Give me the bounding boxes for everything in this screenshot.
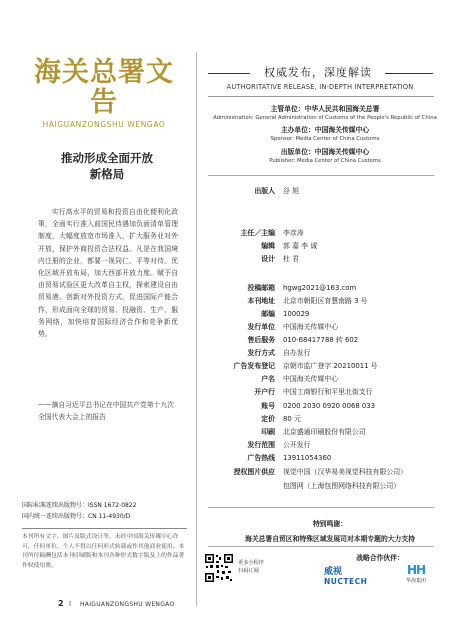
qr-caption-line2: 扫码订阅 [238, 567, 259, 574]
detail-value: 包图网（上海包图网络科技有限公司） [283, 482, 401, 490]
divider [208, 507, 434, 508]
lead-title-line1: 推动形成全面开放 [61, 151, 153, 165]
staff-value: 李彦涛 [283, 229, 304, 237]
detail-value: hgwg2021@163.com [283, 284, 357, 292]
footer-magazine-name: HAIGUANZONGSHU WENGAO [80, 601, 175, 608]
detail-value: 中国工商银行和平里北街支行 [283, 388, 373, 396]
logo-title-en: HAIGUANZONGSHU WENGAO [42, 120, 166, 129]
detail-key: 广告热线 [247, 454, 275, 462]
header-title-cn: 权威发布，深度解读 [264, 66, 372, 79]
detail-key: 定价 [261, 415, 275, 423]
qr-code-icon[interactable] [204, 553, 234, 583]
detail-key: 户名 [261, 375, 275, 383]
detail-value: 自办发行 [283, 349, 311, 357]
huahai-logo [396, 563, 436, 584]
lead-title [38, 150, 176, 182]
detail-key: 印刷 [261, 428, 275, 436]
qr-caption-line1: 更多小程序 [238, 560, 264, 566]
supervisor-cn: 主管单位：中华人民共和国海关总署 [270, 105, 380, 113]
detail-value: 100029 [283, 310, 310, 318]
publisher-en: Publisher: Media Center of China Customs [269, 158, 381, 164]
page-number: 2 [58, 599, 64, 608]
detail-value: 京朝市监广登字 20210011 号 [283, 362, 378, 370]
quote-text: 实行高水平的贸易和投资自由化便利化政策，全面实行准入前国民待遇加负面清单管理制度，大幅度放宽市场准入，扩大服务业对外开放，保护外商投资合法权益。凡是在我国境内注册的企业，都要一视同仁、平等对待。优化区域开放布局，加大西部开放力度。赋予自由贸易试验区更大改革自主权，探索建设自由贸易港。创新对外投资方式，促进国际产能合作，形成面向全球的贸易、投融资、生产、服务网络，加快培育国际经济合作和竞争新优势。 [38, 208, 178, 339]
detail-key: 发行方式 [247, 349, 275, 357]
divider [208, 175, 434, 176]
divider [208, 546, 434, 547]
detail-value: 中国海关传媒中心 [283, 375, 339, 383]
detail-value: 视觉中国（汉华易美视觉科技有限公司） [283, 468, 408, 476]
staff-key: 出版人 [254, 187, 275, 195]
footer-separator: I [69, 600, 72, 608]
huahai-logo-cn: 华海集团 [405, 578, 426, 584]
detail-value: 中国海关传媒中心 [283, 323, 339, 331]
copyright-notice: 本刊所有文字、图片及版式设计等，未经中国海关传媒中心许可，任何单位、个人不得以任何形式转载或作其他商业使用。本刊所付稿酬包括本刊印刷版和本刊各种形式数字版及上的作品著作权使用费。 [22, 534, 185, 569]
detail-value: 0200 2030 0920 0068 033 [283, 402, 376, 410]
logo-title-cn: 海关总署文告 [34, 57, 174, 118]
supervisor-block [205, 104, 445, 123]
detail-key: 账号 [261, 402, 275, 410]
header-rule-right [385, 73, 433, 74]
staff-value: 谷 旭 [283, 187, 299, 195]
staff-key: 编辑 [261, 242, 275, 250]
detail-value: 北京市朝阳区育慧南路 3 号 [283, 297, 368, 305]
detail-key: 授权图片供应 [233, 468, 275, 476]
column-divider [196, 52, 197, 606]
detail-key: 售后服务 [247, 336, 275, 344]
huahai-logo-mark: HH [406, 563, 426, 577]
detail-key: 开户行 [254, 388, 275, 396]
partners-label: 战略合作伙伴： [356, 554, 404, 562]
staff-value: 郭 嘉 李 诚 [283, 242, 318, 250]
detail-value: 010-68417788 转 602 [283, 336, 359, 344]
publisher-block [205, 147, 445, 166]
detail-value: 13911054360 [283, 454, 332, 462]
detail-value: 北京盛通印刷股份有限公司 [283, 428, 366, 436]
sponsor-cn: 主办单位：中国海关传媒中心 [280, 126, 370, 134]
header-title-en: AUTHORITATIVE RELEASE, IN-DEPTH INTERPRETATION [226, 83, 414, 91]
detail-key: 发行范围 [247, 441, 275, 449]
detail-key: 投稿邮箱 [247, 284, 275, 292]
nuctech-logo [324, 564, 384, 586]
sponsor-block [205, 125, 445, 144]
detail-value: 80 元 [283, 415, 301, 423]
staff-value: 杜 君 [283, 255, 299, 263]
publication-numbers [22, 501, 187, 522]
sponsor-en: Sponsor: Media Center of China Customs [270, 136, 380, 142]
quote-source: ——摘自习近平总书记在中国共产党第十九次全国代表大会上的报告 [38, 401, 174, 421]
publisher-cn: 出版单位：中国海关传媒中心 [280, 148, 370, 156]
staff-key: 主任／主编 [240, 229, 275, 237]
nuctech-logo-cn: 威视 [324, 567, 343, 577]
staff-key: 设计 [261, 255, 275, 263]
detail-value: 公开发行 [283, 441, 311, 449]
header-underline [208, 96, 434, 97]
magazine-logo [28, 58, 180, 129]
issn-line: 国际标准连续出版物号：ISSN 1672-0822 [22, 502, 137, 509]
detail-key: 发行单位 [247, 323, 275, 331]
cn-number-line: 国内统一连续出版物号：CN 11-4930/D [22, 512, 131, 520]
detail-key: 广告发布登记 [233, 362, 275, 370]
divider [22, 528, 187, 529]
acknowledgement-text: 海关总署自贸区和特殊区域发展司对本期专题的大力支持 [245, 535, 415, 543]
supervisor-en: Administration: General Administration of Customs of the People's Republic of China [213, 115, 437, 121]
detail-key: 本刊地址 [247, 297, 275, 305]
header-rule-left [208, 73, 250, 74]
nuctech-logo-en: NUCTECH [324, 577, 368, 586]
qr-caption [238, 560, 264, 575]
lead-title-line2: 新格局 [89, 167, 125, 181]
acknowledgement-label: 特别鸣谢： [313, 520, 347, 528]
detail-key: 邮编 [261, 310, 275, 318]
